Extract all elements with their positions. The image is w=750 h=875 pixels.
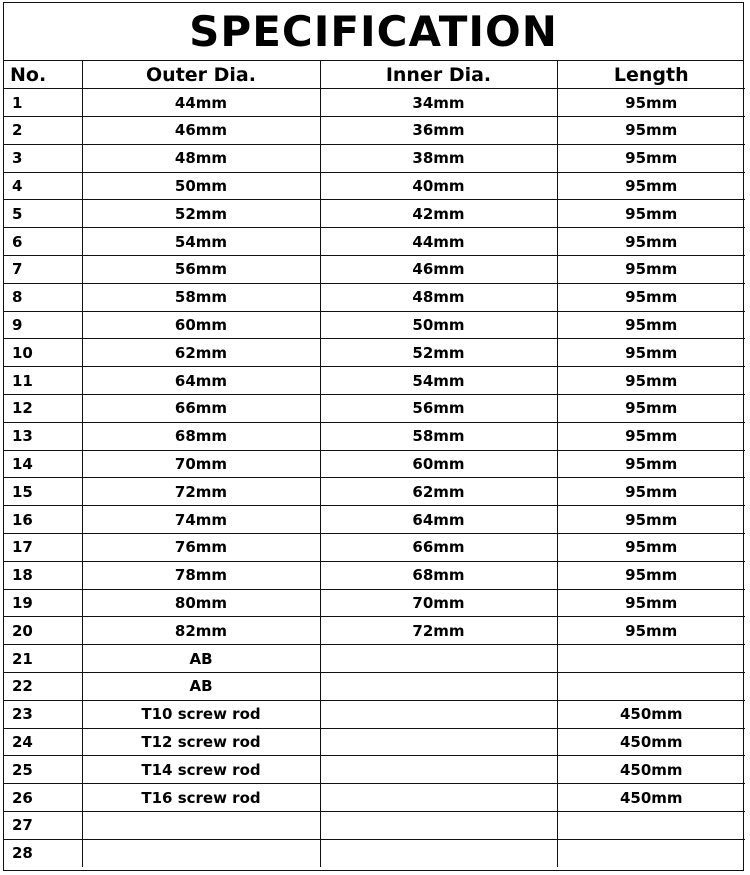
cell-no: 10 xyxy=(4,339,82,367)
cell-inner-dia: 44mm xyxy=(320,228,557,256)
table-row xyxy=(4,645,745,673)
cell-outer-dia: 50mm xyxy=(82,172,320,200)
cell-inner-dia: 56mm xyxy=(320,395,557,423)
cell-no: 18 xyxy=(4,561,82,589)
cell-inner-dia xyxy=(320,673,557,701)
cell-no: 20 xyxy=(4,617,82,645)
cell-no: 13 xyxy=(4,422,82,450)
cell-inner-dia: 48mm xyxy=(320,283,557,311)
cell-no: 25 xyxy=(4,756,82,784)
cell-length: 95mm xyxy=(557,311,745,339)
cell-inner-dia xyxy=(320,700,557,728)
cell-outer-dia xyxy=(82,812,320,840)
cell-length: 95mm xyxy=(557,506,745,534)
table-row xyxy=(4,311,745,339)
cell-length xyxy=(557,812,745,840)
cell-inner-dia: 42mm xyxy=(320,200,557,228)
cell-length: 95mm xyxy=(557,228,745,256)
cell-outer-dia: 74mm xyxy=(82,506,320,534)
cell-inner-dia xyxy=(320,839,557,867)
cell-no: 28 xyxy=(4,839,82,867)
cell-outer-dia: 60mm xyxy=(82,311,320,339)
cell-outer-dia: AB xyxy=(82,673,320,701)
cell-outer-dia: 54mm xyxy=(82,228,320,256)
cell-length: 95mm xyxy=(557,200,745,228)
cell-length: 450mm xyxy=(557,728,745,756)
table-row xyxy=(4,117,745,145)
table-row xyxy=(4,89,745,117)
table-row xyxy=(4,172,745,200)
cell-no: 24 xyxy=(4,728,82,756)
cell-outer-dia: 48mm xyxy=(82,144,320,172)
cell-outer-dia: T10 screw rod xyxy=(82,700,320,728)
cell-length: 95mm xyxy=(557,367,745,395)
cell-no: 23 xyxy=(4,700,82,728)
cell-no: 11 xyxy=(4,367,82,395)
table-row xyxy=(4,617,745,645)
cell-inner-dia: 52mm xyxy=(320,339,557,367)
cell-inner-dia xyxy=(320,756,557,784)
page-title: SPECIFICATION xyxy=(4,3,743,61)
cell-outer-dia: 62mm xyxy=(82,339,320,367)
cell-inner-dia: 46mm xyxy=(320,256,557,284)
table-row xyxy=(4,283,745,311)
cell-outer-dia: 78mm xyxy=(82,561,320,589)
table-row xyxy=(4,450,745,478)
cell-length: 95mm xyxy=(557,256,745,284)
cell-length: 95mm xyxy=(557,561,745,589)
cell-inner-dia: 72mm xyxy=(320,617,557,645)
cell-length xyxy=(557,839,745,867)
table-row xyxy=(4,673,745,701)
cell-outer-dia: AB xyxy=(82,645,320,673)
cell-no: 17 xyxy=(4,534,82,562)
cell-outer-dia: 44mm xyxy=(82,89,320,117)
cell-outer-dia: T12 screw rod xyxy=(82,728,320,756)
cell-no: 27 xyxy=(4,812,82,840)
header-row xyxy=(4,61,745,89)
cell-length: 95mm xyxy=(557,422,745,450)
spec-sheet xyxy=(3,2,744,871)
table-row xyxy=(4,561,745,589)
cell-no: 16 xyxy=(4,506,82,534)
cell-length: 450mm xyxy=(557,700,745,728)
cell-no: 14 xyxy=(4,450,82,478)
cell-length: 450mm xyxy=(557,784,745,812)
cell-outer-dia: 46mm xyxy=(82,117,320,145)
cell-no: 4 xyxy=(4,172,82,200)
table-row xyxy=(4,812,745,840)
cell-inner-dia: 36mm xyxy=(320,117,557,145)
cell-inner-dia: 68mm xyxy=(320,561,557,589)
cell-inner-dia: 54mm xyxy=(320,367,557,395)
cell-no: 2 xyxy=(4,117,82,145)
cell-no: 12 xyxy=(4,395,82,423)
table-row xyxy=(4,478,745,506)
table-row xyxy=(4,144,745,172)
cell-no: 7 xyxy=(4,256,82,284)
table-row xyxy=(4,728,745,756)
cell-no: 9 xyxy=(4,311,82,339)
cell-inner-dia xyxy=(320,645,557,673)
header-no: No. xyxy=(4,61,82,89)
cell-outer-dia: 72mm xyxy=(82,478,320,506)
cell-inner-dia xyxy=(320,728,557,756)
cell-length: 95mm xyxy=(557,144,745,172)
cell-outer-dia: T16 screw rod xyxy=(82,784,320,812)
table-row xyxy=(4,395,745,423)
cell-no: 19 xyxy=(4,589,82,617)
cell-no: 22 xyxy=(4,673,82,701)
cell-length: 95mm xyxy=(557,283,745,311)
cell-length xyxy=(557,645,745,673)
cell-length: 95mm xyxy=(557,617,745,645)
cell-outer-dia: 56mm xyxy=(82,256,320,284)
cell-outer-dia: 80mm xyxy=(82,589,320,617)
table-row xyxy=(4,700,745,728)
cell-no: 6 xyxy=(4,228,82,256)
table-row xyxy=(4,589,745,617)
cell-length: 95mm xyxy=(557,89,745,117)
cell-length: 95mm xyxy=(557,395,745,423)
cell-inner-dia: 40mm xyxy=(320,172,557,200)
cell-length: 95mm xyxy=(557,478,745,506)
cell-length: 95mm xyxy=(557,534,745,562)
cell-no: 5 xyxy=(4,200,82,228)
cell-inner-dia: 62mm xyxy=(320,478,557,506)
cell-outer-dia: 68mm xyxy=(82,422,320,450)
table-row xyxy=(4,339,745,367)
table-row xyxy=(4,367,745,395)
cell-no: 8 xyxy=(4,283,82,311)
cell-length: 95mm xyxy=(557,339,745,367)
cell-no: 21 xyxy=(4,645,82,673)
cell-length: 95mm xyxy=(557,117,745,145)
cell-inner-dia xyxy=(320,784,557,812)
cell-inner-dia: 58mm xyxy=(320,422,557,450)
cell-length: 450mm xyxy=(557,756,745,784)
table-row xyxy=(4,228,745,256)
cell-inner-dia: 66mm xyxy=(320,534,557,562)
cell-inner-dia xyxy=(320,812,557,840)
cell-outer-dia: 82mm xyxy=(82,617,320,645)
cell-length: 95mm xyxy=(557,589,745,617)
cell-inner-dia: 64mm xyxy=(320,506,557,534)
header-outer-dia: Outer Dia. xyxy=(82,61,320,89)
table-row xyxy=(4,256,745,284)
cell-inner-dia: 60mm xyxy=(320,450,557,478)
table-row xyxy=(4,784,745,812)
table-row xyxy=(4,534,745,562)
cell-inner-dia: 38mm xyxy=(320,144,557,172)
cell-length: 95mm xyxy=(557,172,745,200)
table-row xyxy=(4,422,745,450)
cell-outer-dia: 70mm xyxy=(82,450,320,478)
cell-no: 1 xyxy=(4,89,82,117)
cell-inner-dia: 70mm xyxy=(320,589,557,617)
cell-inner-dia: 34mm xyxy=(320,89,557,117)
table-row xyxy=(4,200,745,228)
cell-outer-dia: 52mm xyxy=(82,200,320,228)
cell-length: 95mm xyxy=(557,450,745,478)
cell-outer-dia: 58mm xyxy=(82,283,320,311)
cell-no: 26 xyxy=(4,784,82,812)
header-inner-dia: Inner Dia. xyxy=(320,61,557,89)
table-row xyxy=(4,839,745,867)
cell-length xyxy=(557,673,745,701)
table-row xyxy=(4,756,745,784)
table-row xyxy=(4,506,745,534)
cell-outer-dia xyxy=(82,839,320,867)
cell-no: 3 xyxy=(4,144,82,172)
cell-no: 15 xyxy=(4,478,82,506)
cell-inner-dia: 50mm xyxy=(320,311,557,339)
cell-outer-dia: 64mm xyxy=(82,367,320,395)
cell-outer-dia: 66mm xyxy=(82,395,320,423)
header-length: Length xyxy=(557,61,745,89)
cell-outer-dia: T14 screw rod xyxy=(82,756,320,784)
spec-table xyxy=(4,61,745,867)
cell-outer-dia: 76mm xyxy=(82,534,320,562)
